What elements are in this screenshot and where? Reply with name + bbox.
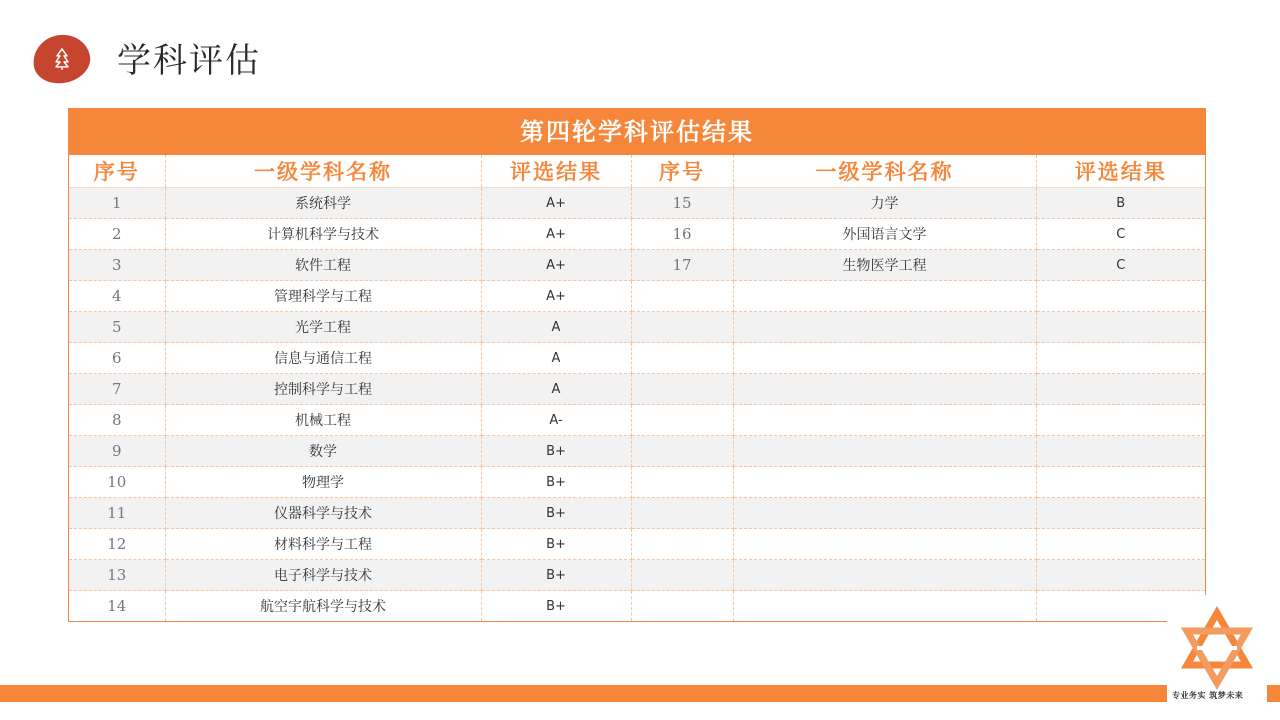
tree-icon [51,47,73,71]
grade-result: C [1036,219,1205,250]
subject-name: 信息与通信工程 [165,343,481,374]
subject-name [733,498,1036,529]
row-index [631,498,733,529]
row-index: 2 [69,219,165,250]
subject-name [733,467,1036,498]
row-index [631,312,733,343]
column-header: 一级学科名称 [733,155,1036,188]
table-row [69,529,1205,560]
evaluation-table [68,108,1206,622]
row-index: 13 [69,560,165,591]
bottom-accent-bar [0,685,1280,702]
subject-name [733,560,1036,591]
grade-result: B+ [481,529,631,560]
subject-name: 系统科学 [165,188,481,219]
subject-name [733,436,1036,467]
column-header: 序号 [631,155,733,188]
row-index: 16 [631,219,733,250]
row-index [631,405,733,436]
subject-name: 控制科学与工程 [165,374,481,405]
table-row [69,250,1205,281]
grade-result: B+ [481,467,631,498]
title-badge [29,30,95,89]
subject-name [733,529,1036,560]
row-index: 14 [69,591,165,622]
subject-name: 数学 [165,436,481,467]
grade-result [1036,312,1205,343]
subject-name [733,374,1036,405]
subject-name: 外国语言文学 [733,219,1036,250]
row-index: 8 [69,405,165,436]
grade-result: A+ [481,188,631,219]
star-logo-icon [1167,603,1267,693]
grade-result [1036,281,1205,312]
grade-result: A [481,312,631,343]
row-index: 4 [69,281,165,312]
grade-result [1036,405,1205,436]
grade-result: A [481,374,631,405]
row-index [631,374,733,405]
table-row [69,374,1205,405]
grade-result [1036,498,1205,529]
table-row [69,281,1205,312]
grade-result: B+ [481,498,631,529]
row-index [631,343,733,374]
row-index: 1 [69,188,165,219]
grade-result [1036,436,1205,467]
column-header: 评选结果 [1036,155,1205,188]
row-index [631,467,733,498]
subject-name: 生物医学工程 [733,250,1036,281]
grade-result: B+ [481,436,631,467]
table-row [69,467,1205,498]
subject-name: 电子科学与技术 [165,560,481,591]
grade-result: B [1036,188,1205,219]
table-row [69,343,1205,374]
row-index: 9 [69,436,165,467]
table-row [69,591,1205,622]
column-header: 评选结果 [481,155,631,188]
grade-result [1036,343,1205,374]
table-caption: 第四轮学科评估结果 [69,109,1205,155]
subject-name: 航空宇航科学与技术 [165,591,481,622]
row-index: 15 [631,188,733,219]
table-row [69,219,1205,250]
subject-name [733,591,1036,622]
subject-name: 光学工程 [165,312,481,343]
grade-result: A+ [481,250,631,281]
row-index [631,591,733,622]
subject-name [733,405,1036,436]
table-row [69,312,1205,343]
subject-name [733,343,1036,374]
grade-result: A [481,343,631,374]
column-header: 序号 [69,155,165,188]
row-index: 7 [69,374,165,405]
subject-name [733,281,1036,312]
row-index: 10 [69,467,165,498]
page-title: 学科评估 [117,41,261,81]
table-row [69,498,1205,529]
grade-result: B+ [481,560,631,591]
grade-result: A+ [481,281,631,312]
table-row [69,560,1205,591]
subject-name: 管理科学与工程 [165,281,481,312]
row-index [631,560,733,591]
subject-name [733,312,1036,343]
grade-result: A- [481,405,631,436]
row-index: 6 [69,343,165,374]
row-index [631,529,733,560]
table-row [69,188,1205,219]
subject-name: 仪器科学与技术 [165,498,481,529]
table-header-row [69,155,1205,188]
subject-name: 计算机科学与技术 [165,219,481,250]
row-index: 17 [631,250,733,281]
table-row [69,405,1205,436]
grade-result [1036,374,1205,405]
subject-name: 物理学 [165,467,481,498]
row-index [631,436,733,467]
row-index [631,281,733,312]
row-index: 12 [69,529,165,560]
grade-result: B+ [481,591,631,622]
row-index: 11 [69,498,165,529]
subject-name: 机械工程 [165,405,481,436]
grade-result [1036,467,1205,498]
column-header: 一级学科名称 [165,155,481,188]
grade-result: C [1036,250,1205,281]
row-index: 5 [69,312,165,343]
table-row [69,436,1205,467]
grade-result [1036,529,1205,560]
grade-result [1036,560,1205,591]
subject-name: 力学 [733,188,1036,219]
row-index: 3 [69,250,165,281]
subject-name: 材料科学与工程 [165,529,481,560]
grade-result: A+ [481,219,631,250]
subject-name: 软件工程 [165,250,481,281]
footer-slogan: 专业务实 筑梦未来 [1172,691,1244,700]
